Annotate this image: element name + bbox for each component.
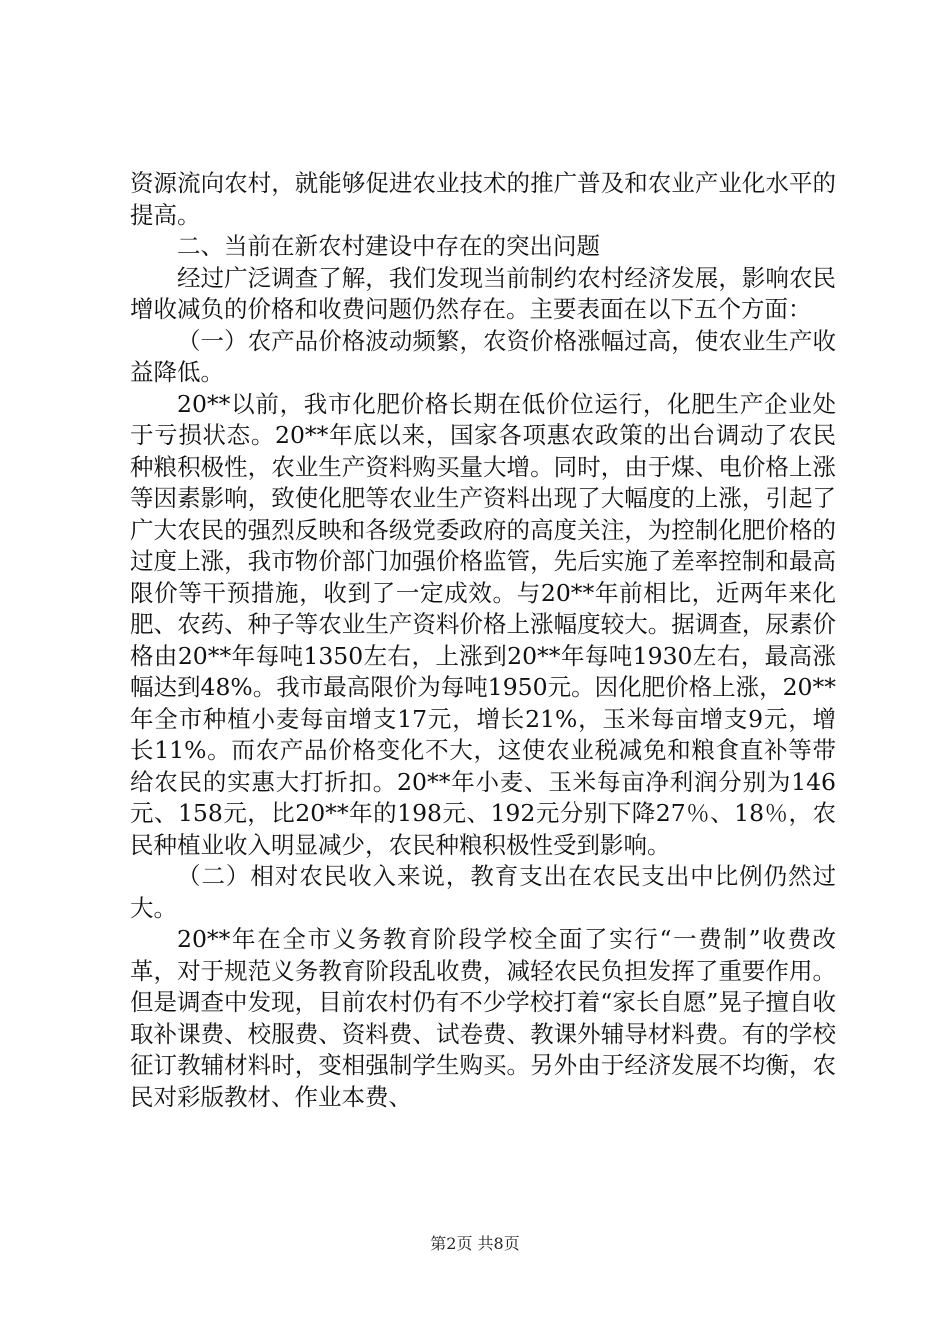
document-body [130,168,836,1113]
paragraph-7: 20**年在全市义务教育阶段学校全面了实行“一费制”收费改革，对于规范义务教育阶段乱收费，减轻农民负担发挥了重要作用。但是调查中发现，目前农村仍有不少学校打着“家长自愿”晃子擅自收取补课费、校服费、资料费、试卷费、教课外辅导材料费。有的学校征订教辅材料时，变相强制学生购买。另外由于经济发展不均衡，农民对彩版教材、作业本费、 [130,925,836,1111]
section-heading-2: 二、当前在新农村建设中存在的突出问题 [177,232,600,260]
paragraph-5: 20**以前，我市化肥价格长期在低价位运行，化肥生产企业处于亏损状态。20**年底以来，国家各项惠农政策的出台调动了农民种粮积极性，农业生产资料购买量大增。同时，由于煤、电价格上涨等因素影响，致使化肥等农业生产资料出现了大幅度的上涨，引起了广大农民的强烈反映和各级党委政府的高度关注，为控制化肥价格的过度上涨，我市物价部门加强价格监管，先后实施了差率控制和最高限价等干预措施，收到了一定成效。与20**年前相比，近两年来化肥、农药、种子等农业生产资料价格上涨幅度较大。据调查，尿素价格由20**年每吨1350左右，上涨到20**年每吨1930左右，最高涨幅达到48%。我市最高限价为每吨1950元。因化肥价格上涨，20**年全市种植小麦每亩增支17元，增长21%，玉米每亩增支9元，增长11%。而农产品价格变化不大，这使农业税减免和粮食直补等带给农民的实惠大打折扣。20**年小麦、玉米每亩净利润分别为146元、158元，比20**年的198元、192元分别下降27％、18％，农民种植业收入明显减少，农民种粮积极性受到影响。 [130,389,836,859]
page-footer [0,1234,950,1254]
paragraph-3: 经过广泛调查了解，我们发现当前制约农村经济发展，影响农民增收减负的价格和收费问题仍然存在。主要表面在以下五个方面： [130,263,836,323]
paragraph-1: 资源流向农村，就能够促进农业技术的推广普及和农业产业化水平的提高。 [130,169,836,229]
subsection-heading-2: （二）相对农民收入来说，教育支出在农民支出中比例仍然过大。 [130,862,836,922]
subsection-heading-1: （一）农产品价格波动频繁，农资价格涨幅过高，使农业生产收益降低。 [130,326,836,386]
page-number: 第2页 共8页 [430,1234,520,1253]
